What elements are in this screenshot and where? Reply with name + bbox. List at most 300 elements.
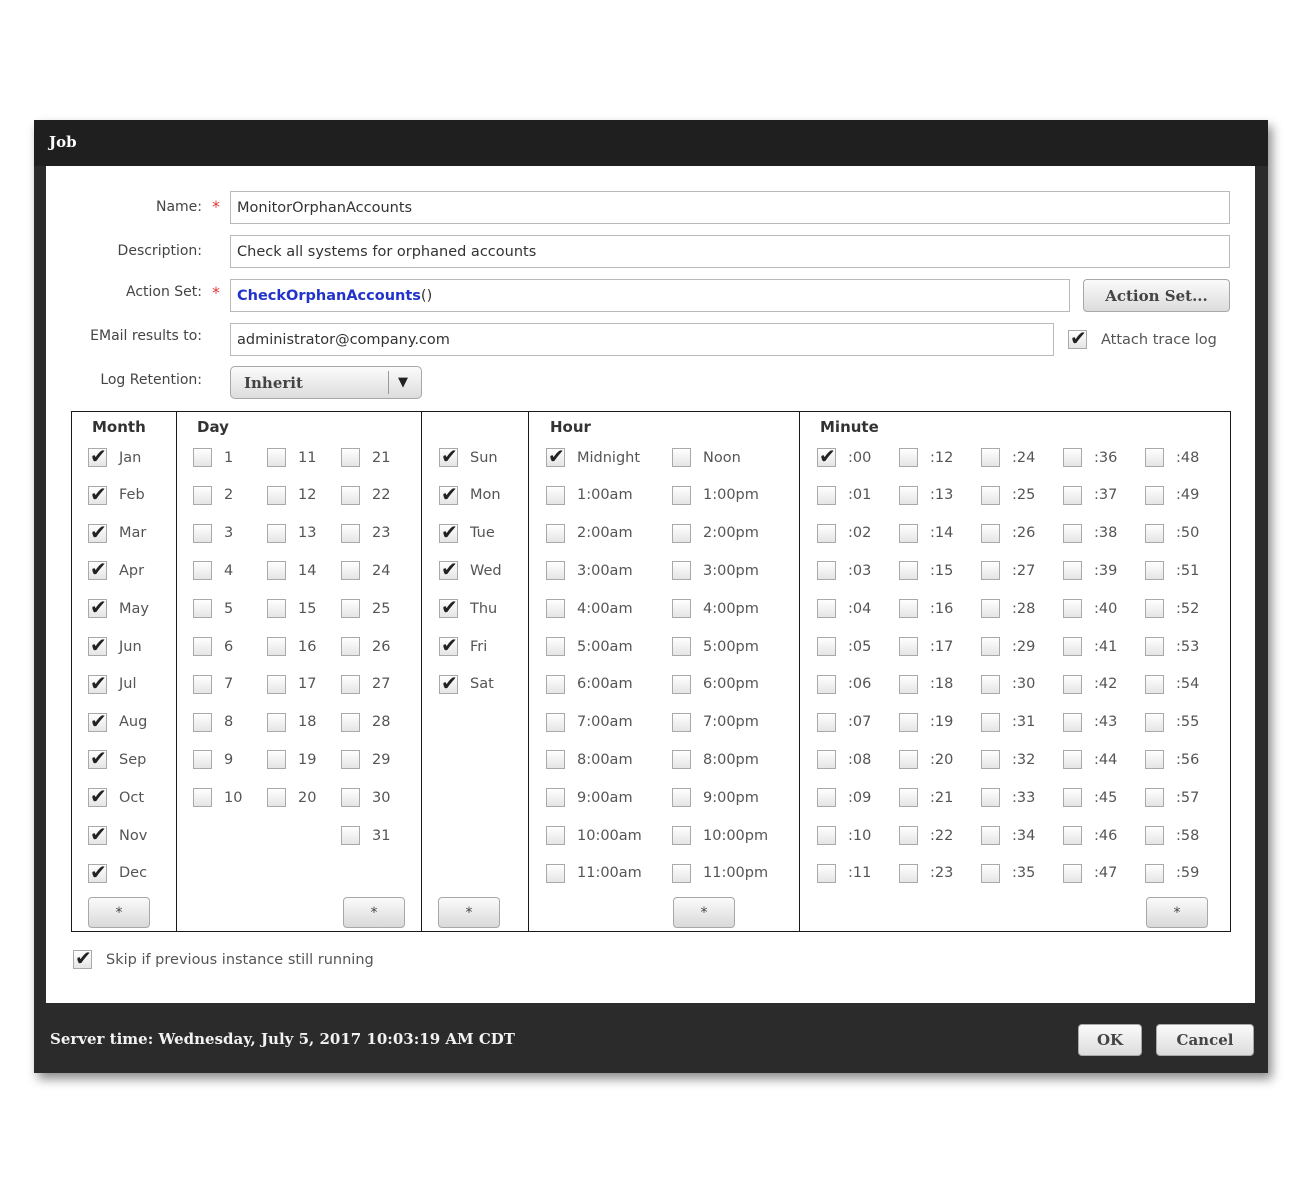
minute-option[interactable] [899, 486, 953, 505]
day-label: 15 [298, 600, 317, 617]
weekday-option[interactable] [439, 675, 494, 694]
minute-checkbox[interactable] [817, 524, 836, 543]
hour-option[interactable] [546, 486, 633, 505]
day-checkbox[interactable] [341, 448, 360, 467]
log-retention-select[interactable] [230, 366, 422, 399]
day-option[interactable] [193, 599, 233, 618]
day-option[interactable] [341, 561, 390, 580]
day-option[interactable] [267, 713, 316, 732]
weekday-checkbox[interactable] [439, 448, 458, 467]
minute-checkbox[interactable] [1145, 864, 1164, 883]
hour-option[interactable] [546, 713, 633, 732]
day-option[interactable] [267, 524, 316, 543]
hour-checkbox[interactable] [672, 826, 691, 845]
day-option[interactable] [267, 448, 316, 467]
minute-option[interactable] [899, 675, 953, 694]
minute-option[interactable] [899, 864, 953, 883]
minute-checkbox[interactable] [981, 750, 1000, 769]
hour-option[interactable] [672, 713, 759, 732]
minute-checkbox[interactable] [1063, 637, 1082, 656]
skip-if-running-checkbox[interactable] [73, 950, 92, 969]
hour-label: 5:00pm [703, 638, 759, 655]
minute-option[interactable] [817, 675, 871, 694]
weekday-option[interactable] [439, 524, 495, 543]
minute-checkbox[interactable] [899, 561, 918, 580]
hour-label: 2:00am [577, 525, 633, 542]
hour-checkbox[interactable] [546, 788, 565, 807]
month-checkbox[interactable] [88, 599, 107, 618]
day-option[interactable] [193, 675, 233, 694]
hour-checkbox[interactable] [546, 561, 565, 580]
day-checkbox[interactable] [267, 675, 286, 694]
day-checkbox[interactable] [267, 788, 286, 807]
day-option[interactable] [267, 561, 316, 580]
day-checkbox[interactable] [341, 599, 360, 618]
all-days-button[interactable]: * [343, 897, 405, 928]
minute-option[interactable] [817, 750, 871, 769]
minute-checkbox[interactable] [1145, 750, 1164, 769]
minute-checkbox[interactable] [1145, 599, 1164, 618]
month-option[interactable] [88, 599, 149, 618]
day-option[interactable] [341, 448, 390, 467]
month-checkbox[interactable] [88, 524, 107, 543]
day-checkbox[interactable] [193, 524, 212, 543]
minute-label: :03 [848, 562, 872, 579]
minute-option[interactable] [981, 675, 1035, 694]
minute-option[interactable] [817, 561, 871, 580]
hour-checkbox[interactable] [546, 750, 565, 769]
day-option[interactable] [341, 637, 390, 656]
month-option[interactable] [88, 486, 145, 505]
hour-checkbox[interactable] [672, 713, 691, 732]
minute-option[interactable] [1063, 750, 1117, 769]
weekday-checkbox[interactable] [439, 675, 458, 694]
minute-option[interactable] [1063, 864, 1117, 883]
day-checkbox[interactable] [341, 713, 360, 732]
minute-option[interactable] [981, 826, 1035, 845]
day-option[interactable] [267, 675, 316, 694]
minute-option[interactable] [817, 524, 871, 543]
month-option[interactable] [88, 864, 147, 883]
minute-checkbox[interactable] [1063, 448, 1082, 467]
minute-checkbox[interactable] [1145, 561, 1164, 580]
minute-option[interactable] [1145, 713, 1199, 732]
minute-checkbox[interactable] [1145, 788, 1164, 807]
minute-option[interactable] [899, 788, 953, 807]
hour-option[interactable] [546, 448, 640, 467]
day-option[interactable] [193, 486, 233, 505]
hour-option[interactable] [672, 864, 768, 883]
minute-option[interactable] [899, 448, 953, 467]
month-checkbox[interactable] [88, 561, 107, 580]
email-field[interactable] [230, 323, 1054, 356]
month-checkbox[interactable] [88, 788, 107, 807]
day-checkbox[interactable] [341, 750, 360, 769]
minute-checkbox[interactable] [1145, 524, 1164, 543]
minute-option[interactable] [1145, 637, 1199, 656]
day-option[interactable] [267, 637, 316, 656]
minute-option[interactable] [1145, 864, 1199, 883]
minute-checkbox[interactable] [817, 448, 836, 467]
hour-checkbox[interactable] [546, 599, 565, 618]
minute-option[interactable] [981, 637, 1035, 656]
day-checkbox[interactable] [341, 826, 360, 845]
day-option[interactable] [193, 448, 233, 467]
day-checkbox[interactable] [341, 524, 360, 543]
hour-option[interactable] [672, 561, 759, 580]
month-checkbox[interactable] [88, 713, 107, 732]
month-checkbox[interactable] [88, 675, 107, 694]
day-checkbox[interactable] [267, 561, 286, 580]
minute-option[interactable] [1063, 713, 1117, 732]
hour-checkbox[interactable] [546, 486, 565, 505]
weekday-option[interactable] [439, 599, 497, 618]
month-checkbox[interactable] [88, 750, 107, 769]
minute-option[interactable] [899, 826, 953, 845]
day-option[interactable] [193, 561, 233, 580]
hour-checkbox[interactable] [672, 637, 691, 656]
day-option[interactable] [341, 788, 390, 807]
hour-option[interactable] [546, 561, 633, 580]
minute-checkbox[interactable] [981, 561, 1000, 580]
minute-label: :39 [1094, 562, 1118, 579]
hour-option[interactable] [672, 788, 759, 807]
hour-label: 10:00pm [703, 827, 769, 844]
day-option[interactable] [267, 788, 316, 807]
minute-checkbox[interactable] [817, 713, 836, 732]
minute-option[interactable] [1063, 448, 1117, 467]
minute-checkbox[interactable] [981, 826, 1000, 845]
minute-option[interactable] [817, 826, 871, 845]
minute-checkbox[interactable] [1145, 448, 1164, 467]
hour-option[interactable] [546, 826, 642, 845]
minute-checkbox[interactable] [899, 675, 918, 694]
minute-checkbox[interactable] [817, 637, 836, 656]
month-option[interactable] [88, 524, 146, 543]
minute-option[interactable] [817, 637, 871, 656]
minute-checkbox[interactable] [981, 675, 1000, 694]
minute-checkbox[interactable] [981, 486, 1000, 505]
minute-checkbox[interactable] [899, 637, 918, 656]
hour-checkbox[interactable] [672, 675, 691, 694]
minute-option[interactable] [981, 561, 1035, 580]
hour-checkbox[interactable] [672, 864, 691, 883]
minute-checkbox[interactable] [899, 826, 918, 845]
minute-label: :10 [848, 827, 872, 844]
minute-option[interactable] [899, 599, 953, 618]
minute-checkbox[interactable] [981, 637, 1000, 656]
day-checkbox[interactable] [193, 788, 212, 807]
weekday-checkbox[interactable] [439, 524, 458, 543]
weekday-checkbox[interactable] [439, 599, 458, 618]
month-option[interactable] [88, 788, 144, 807]
hour-option[interactable] [672, 637, 759, 656]
hour-option[interactable] [672, 599, 759, 618]
minute-option[interactable] [1063, 524, 1117, 543]
minute-checkbox[interactable] [1145, 675, 1164, 694]
skip-if-running-option[interactable] [73, 950, 374, 969]
day-option[interactable] [341, 713, 390, 732]
hour-option[interactable] [672, 448, 741, 467]
minute-checkbox[interactable] [981, 599, 1000, 618]
hour-checkbox[interactable] [672, 486, 691, 505]
minute-label: :13 [930, 487, 954, 504]
month-option[interactable] [88, 637, 142, 656]
minute-option[interactable] [817, 486, 871, 505]
minute-checkbox[interactable] [1063, 864, 1082, 883]
minute-checkbox[interactable] [817, 864, 836, 883]
hour-option[interactable] [546, 675, 633, 694]
weekday-checkbox[interactable] [439, 561, 458, 580]
hour-checkbox[interactable] [546, 675, 565, 694]
minute-option[interactable] [899, 524, 953, 543]
hour-checkbox[interactable] [672, 750, 691, 769]
attach-trace-checkbox[interactable] [1068, 330, 1087, 349]
minute-option[interactable] [1063, 486, 1117, 505]
month-checkbox[interactable] [88, 826, 107, 845]
hour-checkbox[interactable] [672, 599, 691, 618]
day-checkbox[interactable] [193, 713, 212, 732]
hour-option[interactable] [546, 864, 642, 883]
minute-option[interactable] [817, 599, 871, 618]
minute-option[interactable] [1145, 599, 1199, 618]
minute-option[interactable] [1063, 788, 1117, 807]
day-option[interactable] [193, 524, 233, 543]
minute-checkbox[interactable] [1063, 675, 1082, 694]
minute-checkbox[interactable] [899, 486, 918, 505]
minute-checkbox[interactable] [1063, 788, 1082, 807]
minute-header: Minute [820, 418, 879, 436]
day-checkbox[interactable] [193, 750, 212, 769]
day-option[interactable] [341, 750, 390, 769]
day-checkbox[interactable] [267, 486, 286, 505]
minute-option[interactable] [899, 637, 953, 656]
day-option[interactable] [341, 826, 390, 845]
minute-option[interactable] [1063, 826, 1117, 845]
minute-option[interactable] [981, 486, 1035, 505]
day-option[interactable] [267, 750, 316, 769]
minute-checkbox[interactable] [817, 599, 836, 618]
day-checkbox[interactable] [193, 448, 212, 467]
hour-checkbox[interactable] [546, 637, 565, 656]
day-checkbox[interactable] [193, 486, 212, 505]
day-option[interactable] [341, 524, 390, 543]
hour-option[interactable] [672, 524, 759, 543]
hour-checkbox[interactable] [672, 788, 691, 807]
day-checkbox[interactable] [341, 561, 360, 580]
minute-checkbox[interactable] [1063, 750, 1082, 769]
minute-checkbox[interactable] [899, 788, 918, 807]
day-checkbox[interactable] [341, 788, 360, 807]
minute-option[interactable] [981, 750, 1035, 769]
weekday-option[interactable] [439, 448, 498, 467]
minute-option[interactable] [1145, 750, 1199, 769]
minute-checkbox[interactable] [817, 826, 836, 845]
day-checkbox[interactable] [267, 448, 286, 467]
hour-option[interactable] [672, 675, 759, 694]
minute-checkbox[interactable] [817, 486, 836, 505]
minute-option[interactable] [1145, 486, 1199, 505]
weekday-option[interactable] [439, 486, 501, 505]
month-checkbox[interactable] [88, 448, 107, 467]
hour-checkbox[interactable] [672, 448, 691, 467]
day-checkbox[interactable] [341, 486, 360, 505]
day-label: 5 [224, 600, 234, 617]
minute-checkbox[interactable] [1145, 713, 1164, 732]
minute-option[interactable] [1063, 561, 1117, 580]
day-option[interactable] [193, 750, 233, 769]
minute-checkbox[interactable] [981, 524, 1000, 543]
minute-option[interactable] [817, 788, 871, 807]
minute-checkbox[interactable] [981, 713, 1000, 732]
hour-checkbox[interactable] [546, 448, 565, 467]
minute-checkbox[interactable] [817, 750, 836, 769]
minute-option[interactable] [817, 864, 871, 883]
all-months-button[interactable]: * [88, 897, 150, 928]
day-checkbox[interactable] [193, 599, 212, 618]
action-set-button[interactable]: Action Set... [1083, 279, 1230, 312]
minute-option[interactable] [1145, 448, 1199, 467]
day-label: 9 [224, 751, 234, 768]
day-option[interactable] [193, 788, 242, 807]
day-option[interactable] [341, 599, 390, 618]
day-checkbox[interactable] [193, 561, 212, 580]
minute-option[interactable] [1145, 788, 1199, 807]
minute-option[interactable] [899, 750, 953, 769]
all-hours-button[interactable]: * [673, 897, 735, 928]
minute-checkbox[interactable] [1063, 599, 1082, 618]
day-checkbox[interactable] [193, 637, 212, 656]
day-checkbox[interactable] [341, 675, 360, 694]
minute-checkbox[interactable] [817, 788, 836, 807]
ok-button[interactable]: OK [1078, 1024, 1142, 1056]
minute-option[interactable] [981, 864, 1035, 883]
minute-checkbox[interactable] [1063, 713, 1082, 732]
weekday-checkbox[interactable] [439, 637, 458, 656]
hour-option[interactable] [546, 788, 633, 807]
cancel-button[interactable]: Cancel [1156, 1024, 1254, 1056]
minute-option[interactable] [817, 713, 871, 732]
day-checkbox[interactable] [267, 713, 286, 732]
hour-option[interactable] [672, 750, 759, 769]
minute-checkbox[interactable] [817, 675, 836, 694]
day-option[interactable] [267, 599, 316, 618]
name-field[interactable] [230, 191, 1230, 224]
day-option[interactable] [193, 713, 233, 732]
description-field[interactable] [230, 235, 1230, 268]
minute-checkbox[interactable] [1145, 826, 1164, 845]
hour-option[interactable] [546, 524, 633, 543]
minute-option[interactable] [981, 524, 1035, 543]
minute-option[interactable] [1063, 675, 1117, 694]
month-option[interactable] [88, 675, 137, 694]
month-checkbox[interactable] [88, 486, 107, 505]
day-checkbox[interactable] [267, 524, 286, 543]
minute-checkbox[interactable] [1063, 486, 1082, 505]
month-option[interactable] [88, 750, 146, 769]
hour-checkbox[interactable] [672, 561, 691, 580]
weekday-option[interactable] [439, 637, 487, 656]
hour-checkbox[interactable] [546, 524, 565, 543]
minute-checkbox[interactable] [899, 448, 918, 467]
all-weekdays-button[interactable]: * [438, 897, 500, 928]
month-option[interactable] [88, 713, 147, 732]
day-option[interactable] [341, 486, 390, 505]
minute-option[interactable] [981, 448, 1035, 467]
hour-option[interactable] [672, 826, 768, 845]
action-set-parens: () [420, 287, 433, 304]
minute-option[interactable] [1145, 561, 1199, 580]
minute-option[interactable] [1145, 675, 1199, 694]
minute-option[interactable] [981, 713, 1035, 732]
hour-option[interactable] [546, 750, 633, 769]
minute-option[interactable] [899, 561, 953, 580]
day-checkbox[interactable] [267, 637, 286, 656]
minute-checkbox[interactable] [899, 864, 918, 883]
all-minutes-button[interactable]: * [1146, 897, 1208, 928]
month-checkbox[interactable] [88, 637, 107, 656]
minute-option[interactable] [1145, 524, 1199, 543]
day-label: 27 [372, 676, 391, 693]
hour-checkbox[interactable] [672, 524, 691, 543]
minute-checkbox[interactable] [1063, 826, 1082, 845]
minute-label: :36 [1094, 449, 1118, 466]
minute-checkbox[interactable] [981, 788, 1000, 807]
minute-checkbox[interactable] [1063, 561, 1082, 580]
attach-trace-option[interactable] [1068, 330, 1217, 349]
minute-checkbox[interactable] [899, 750, 918, 769]
weekday-option[interactable] [439, 561, 502, 580]
minute-option[interactable] [1145, 826, 1199, 845]
month-option[interactable] [88, 561, 144, 580]
day-checkbox[interactable] [267, 750, 286, 769]
minute-checkbox[interactable] [899, 713, 918, 732]
day-checkbox[interactable] [267, 599, 286, 618]
month-option[interactable] [88, 826, 147, 845]
minute-option[interactable] [1063, 599, 1117, 618]
minute-option[interactable] [899, 713, 953, 732]
minute-checkbox[interactable] [981, 864, 1000, 883]
minute-option[interactable] [1063, 637, 1117, 656]
minute-checkbox[interactable] [981, 448, 1000, 467]
minute-checkbox[interactable] [899, 599, 918, 618]
month-checkbox[interactable] [88, 864, 107, 883]
hour-option[interactable] [672, 486, 759, 505]
weekday-checkbox[interactable] [439, 486, 458, 505]
minute-label: :45 [1094, 789, 1118, 806]
hour-checkbox[interactable] [546, 864, 565, 883]
minute-checkbox[interactable] [1145, 637, 1164, 656]
hour-option[interactable] [546, 599, 633, 618]
day-option[interactable] [341, 675, 390, 694]
action-set-field[interactable] [230, 279, 1070, 312]
minute-checkbox[interactable] [899, 524, 918, 543]
minute-option[interactable] [981, 788, 1035, 807]
hour-checkbox[interactable] [546, 826, 565, 845]
day-checkbox[interactable] [193, 675, 212, 694]
day-checkbox[interactable] [341, 637, 360, 656]
minute-checkbox[interactable] [1063, 524, 1082, 543]
month-option[interactable] [88, 448, 141, 467]
minute-option[interactable] [817, 448, 871, 467]
minute-checkbox[interactable] [1145, 486, 1164, 505]
day-option[interactable] [267, 486, 316, 505]
minute-option[interactable] [981, 599, 1035, 618]
hour-checkbox[interactable] [546, 713, 565, 732]
hour-option[interactable] [546, 637, 633, 656]
day-option[interactable] [193, 637, 233, 656]
minute-checkbox[interactable] [817, 561, 836, 580]
